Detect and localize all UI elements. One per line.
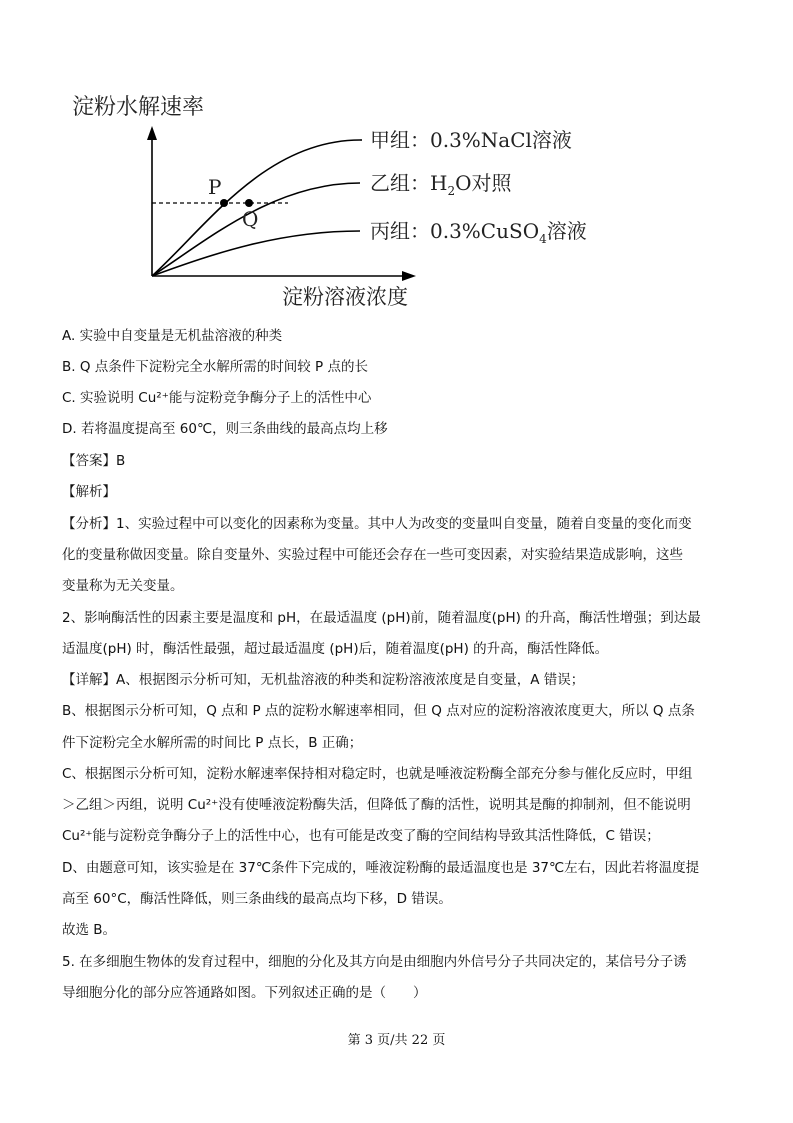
figure-svg	[60, 88, 620, 320]
question-5-line: 导细胞分化的部分应答通路如图。下列叙述正确的是（ ）	[62, 985, 427, 1001]
body-line: 化的变量称做因变量。除自变量外、实验过程中可能还会存在一些可变因素，对实验结果造成影响，这些	[62, 547, 683, 563]
body-line: B、根据图示分析可知，Q 点和 P 点的淀粉水解速率相同，但 Q 点对应的淀粉溶液浓度更大，所以 Q 点条	[62, 703, 695, 719]
body-line: 变量称为无关变量。	[62, 578, 184, 594]
y-axis-arrow	[147, 126, 157, 140]
legend-yi: 乙组：$H_2O$对照	[370, 171, 512, 198]
option-a: A. 实验中自变量是无机盐溶液的种类	[62, 328, 283, 344]
body-line: C、根据图示分析可知，淀粉水解速率保持相对稳定时，也就是唾液淀粉酶全部充分参与催化反应时，甲组	[62, 766, 693, 782]
point-p-label: P	[208, 175, 222, 199]
analysis-heading: 【解析】	[62, 484, 116, 500]
option-c: C. 实验说明 Cu²⁺能与淀粉竞争酶分子上的活性中心	[62, 390, 372, 406]
page-footer: 第 3 页/共 22 页	[347, 1033, 446, 1048]
point-p	[220, 199, 228, 207]
x-axis-arrow	[402, 271, 416, 281]
body-line: 【分析】1、实验过程中可以变化的因素称为变量。其中人为改变的变量叫自变量，随着自变量的变化而变	[62, 516, 692, 532]
point-q-label: Q	[242, 207, 259, 231]
body-line: 2、影响酶活性的因素主要是温度和 pH，在最适温度 (pH)前，随着温度(pH) 的升高，酶活性增强；到达最	[62, 610, 701, 626]
legend-bing: 丙组：0.3%CuSO$_4$溶液	[370, 219, 587, 246]
curve-bing	[152, 231, 360, 276]
body-line: 件下淀粉完全水解所需的时间比 P 点长，B 正确；	[62, 735, 363, 751]
body-line: 故选 B。	[62, 922, 117, 938]
y-axis-label: 淀粉水解速率	[72, 95, 205, 120]
body-line: 适温度(pH) 时，酶活性最强，超过最适温度 (pH)后，随着温度(pH) 的升高，酶活性降低。	[62, 641, 609, 657]
body-line: 【详解】A、根据图示分析可知，无机盐溶液的种类和淀粉溶液浓度是自变量，A 错误；	[62, 672, 585, 688]
question-5-line: 5. 在多细胞生物体的发育过程中，细胞的分化及其方向是由细胞内外信号分子共同决定的，某信号分子诱	[62, 954, 687, 970]
body-line: Cu²⁺能与淀粉竞争酶分子上的活性中心，也有可能是改变了酶的空间结构导致其活性降低，C 错误；	[62, 828, 660, 844]
x-axis-label: 淀粉溶液浓度	[282, 285, 408, 309]
option-b: B. Q 点条件下淀粉完全水解所需的时间较 P 点的长	[62, 359, 368, 375]
rate-vs-concentration-figure	[60, 88, 620, 320]
option-d: D. 若将温度提高至 60℃，则三条曲线的最高点均上移	[62, 421, 388, 437]
body-line: ＞乙组＞丙组，说明 Cu²⁺没有使唾液淀粉酶失活，但降低了酶的活性，说明其是酶的抑制剂，但不能说明	[62, 797, 691, 813]
point-q	[245, 199, 253, 207]
answer: 【答案】B	[62, 453, 126, 469]
legend-jia: 甲组：0.3%NaCl溶液	[370, 128, 572, 152]
body-line: 高至 60°C，酶活性降低，则三条曲线的最高点均下移，D 错误。	[62, 891, 452, 907]
body-line: D、由题意可知，该实验是在 37℃条件下完成的，唾液淀粉酶的最适温度也是 37℃左右，因此若将温度提	[62, 860, 700, 876]
